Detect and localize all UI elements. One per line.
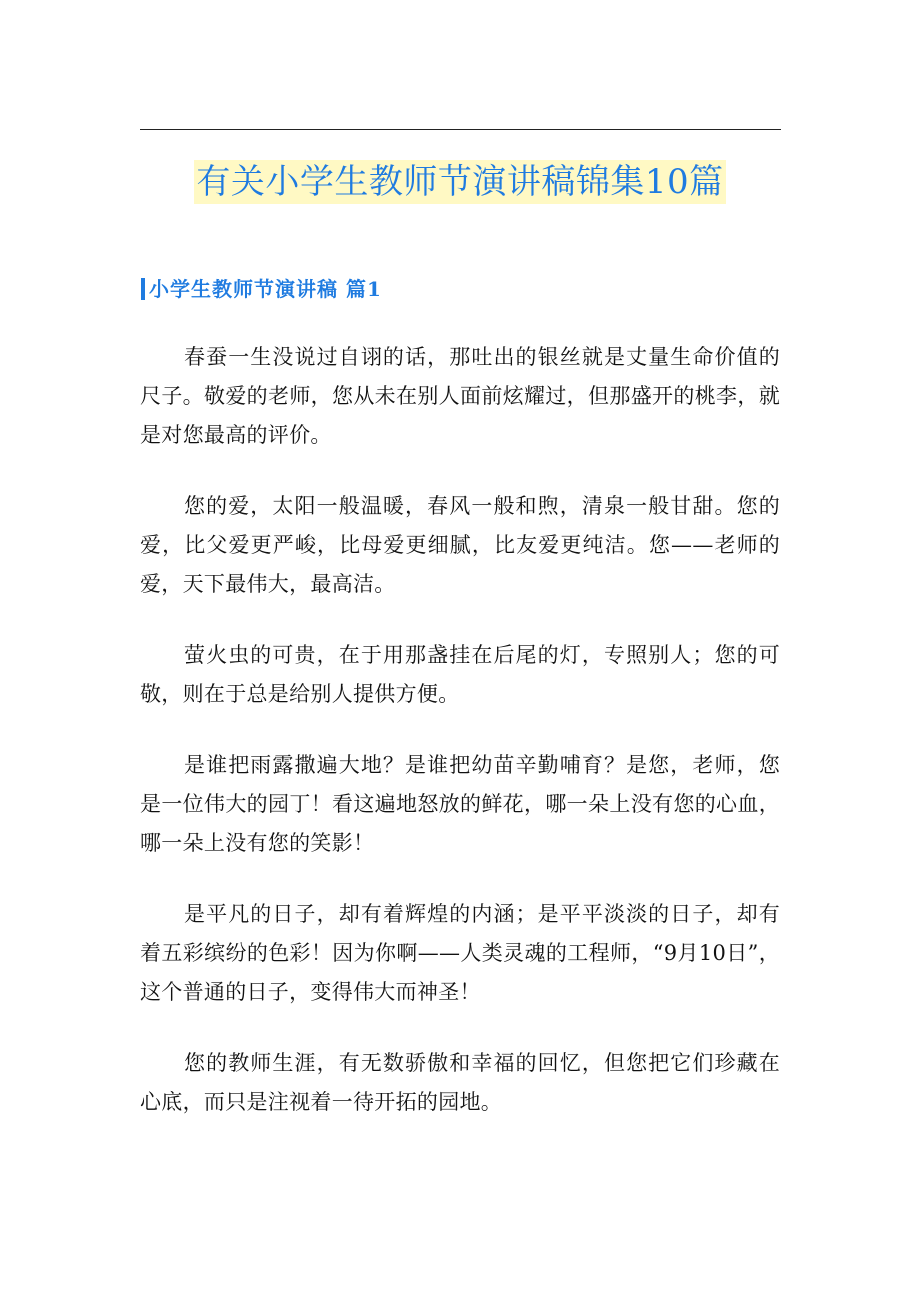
paragraph: 萤火虫的可贵，在于用那盏挂在后尾的灯，专照别人；您的可敬，则在于总是给别人提供方便。 (140, 643, 780, 706)
document-title: 有关小学生教师节演讲稿锦集10篇 (196, 162, 724, 202)
article-body (140, 338, 780, 1154)
paragraph: 您的爱，太阳一般温暖，春风一般和煦，清泉一般甘甜。您的爱，比父爱更严峻，比母爱更细腻，比友爱更纯洁。您——老师的爱，天下最伟大，最高洁。 (140, 494, 780, 596)
title-container (0, 160, 920, 204)
top-divider (140, 129, 781, 130)
paragraph: 是谁把雨露撒遍大地？是谁把幼苗辛勤哺育？是您，老师，您是一位伟大的园丁！看这遍地怒放的鲜花，哪一朵上没有您的心血，哪一朵上没有您的笑影！ (140, 753, 780, 855)
section-heading-text: 小学生教师节演讲稿 篇1 (149, 277, 382, 301)
paragraph: 您的教师生涯，有无数骄傲和幸福的回忆，但您把它们珍藏在心底，而只是注视着一待开拓的园地。 (140, 1051, 780, 1114)
paragraph: 是平凡的日子，却有着辉煌的内涵；是平平淡淡的日子，却有着五彩缤纷的色彩！因为你啊——人类灵魂的工程师，“9月10日”，这个普通的日子，变得伟大而神圣！ (140, 902, 780, 1004)
section-heading (141, 276, 382, 302)
heading-marker-bar (141, 278, 145, 300)
paragraph: 春蚕一生没说过自诩的话，那吐出的银丝就是丈量生命价值的尺子。敬爱的老师，您从未在别人面前炫耀过，但那盛开的桃李，就是对您最高的评价。 (140, 345, 780, 447)
